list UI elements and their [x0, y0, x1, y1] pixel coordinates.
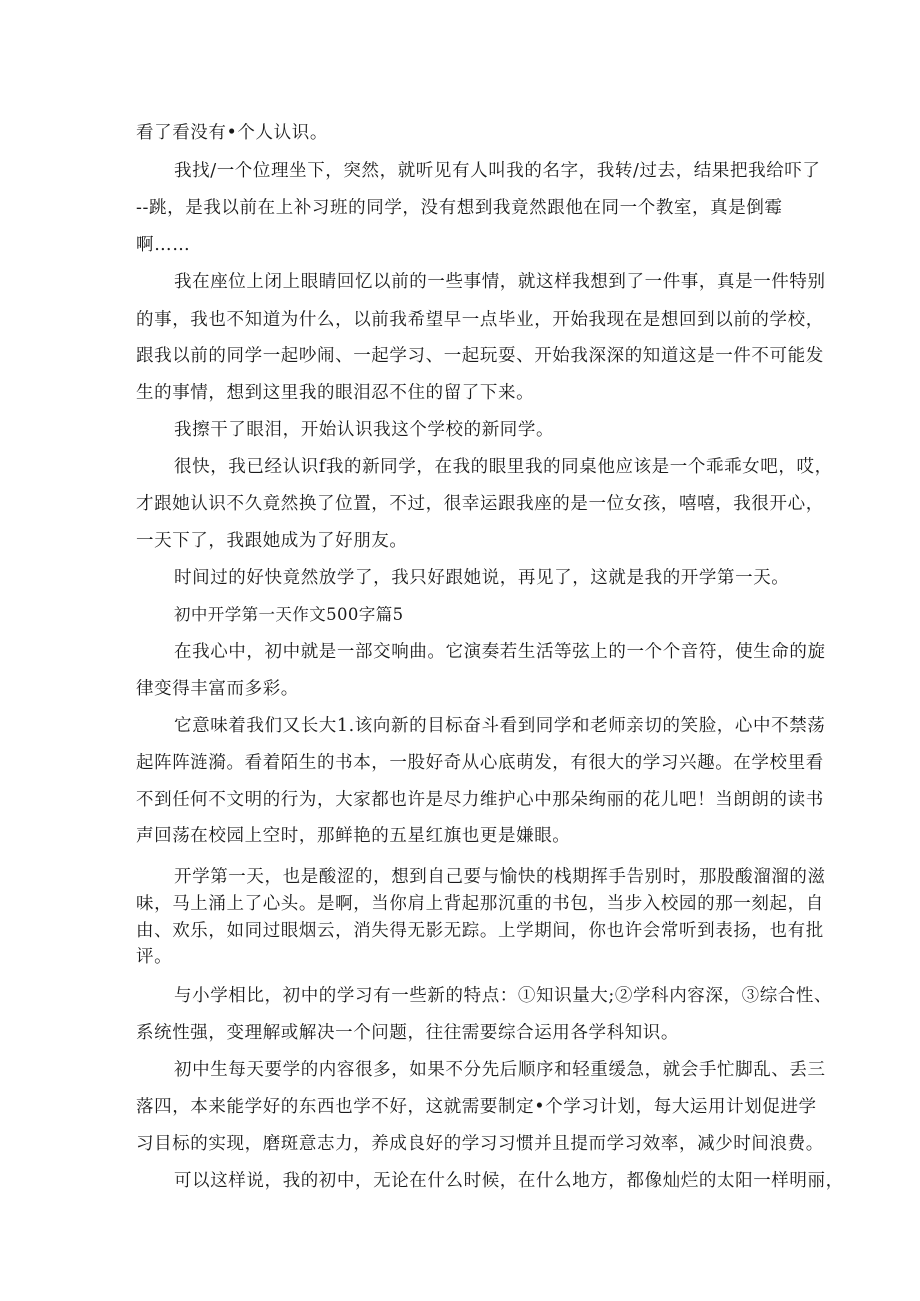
text-line: 评。: [136, 947, 173, 967]
text-line: 时间过的好快竟然放学了，我只好跟她说，再见了，这就是我的开学第一天。: [174, 568, 790, 588]
text-line: 啊……: [136, 235, 191, 255]
text-line: 我找/一个位理坐下，突然，就听见有人叫我的名字，我转/过去，结果把我给吓了: [174, 161, 821, 181]
text-line: 开学第一天，也是酸涩的，想到自己要与愉快的栈期挥手告别时，那股酸溜溜的滋: [174, 867, 826, 887]
text-line: --跳，是我以前在上补习班的同学，没有想到我竟然跟他在同一个教室，真是倒霉: [136, 198, 783, 218]
text-line: 系统性强，变理解或解决一个问题，往往需要综合运用各学科知识。: [136, 1023, 679, 1043]
text-line: 声回荡在校园上空时，那鲜艳的五星红旗也更是嫌眼。: [136, 826, 571, 846]
text-line: 落四，本来能学好的东西也学不好，这就需要制定•个学习计划，每大运用计划促进学: [136, 1097, 817, 1117]
text-line: 不到任何不文明的行为，大家都也许是尽力维护心中那朵绚丽的花儿吧！当朗朗的读书: [136, 790, 824, 810]
text-line: 与小学相比，初中的学习有一些新的特点：①知识量大;②学科内容深，③综合性、: [174, 986, 833, 1006]
text-line: 起阵阵涟漪。看着陌生的书本，一股好奇从心底萌发，有很大的学习兴趣。在学校里看: [136, 753, 824, 773]
text-line: 我擦干了眼泪，开始认识我这个学校的新同学。: [174, 420, 555, 440]
text-line: 由、欢乐，如同过眼烟云，消失得无影无踪。上学期间，你也许会常听到表扬，也有批: [136, 921, 824, 941]
text-line: 很快，我已经认识f我的新同学，在我的眼里我的同桌他应该是一个乖乖女吧，哎，: [174, 457, 833, 477]
text-line: 的事，我也不知道为什么，以前我希望早一点毕业，开始我现在是想回到以前的学校，: [136, 310, 824, 330]
text-line: 跟我以前的同学一起吵闹、一起学习、一起玩耍、开始我深深的知道这是一件不可能发: [136, 346, 824, 366]
text-line: 才跟她认识不久竟然换了位置，不过，很幸运跟我座的是一位女孩，嘻嘻，我很开心，: [136, 494, 824, 514]
text-line: 初中生每天要学的内容很多，如果不分先后顺序和轻重缓急，就会手忙脚乱、丢三: [174, 1060, 826, 1080]
text-line: 律变得丰富而多彩。: [136, 679, 299, 699]
text-line: 在我心中，初中就是一部交响曲。它演奏若生活等弦上的一个个音符，使生命的旋: [174, 642, 826, 662]
text-line: 习目标的实现，磨斑意志力，养成良好的学习习惯并且提而学习效率，减少时间浪费。: [136, 1134, 824, 1154]
text-line: 可以这样说，我的初中，无论在什么时候，在什么地方，都像灿烂的太阳一样明丽，: [174, 1171, 844, 1191]
text-line: 一天下了，我跟她成为了好朋友。: [136, 531, 408, 551]
section-heading: 初中开学第一天作文500字篇5: [174, 605, 404, 624]
text-line: 看了看没有•个人认识。: [136, 123, 328, 143]
text-line: 它意味着我们又长大1.该向新的目标奋斗看到同学和老师亲切的笑脸，心中不禁荡: [174, 716, 826, 736]
text-line: 味，马上涌上了心头。是啊，当你肩上背起那沉重的书包，当步入校园的那一刻起，自: [136, 894, 824, 914]
text-line: 我在座位上闭上眼睛回忆以前的一些事情，就这样我想到了一件事，真是一件特别: [174, 272, 826, 292]
text-line: 生的事情，想到这里我的眼泪忍不住的留了下来。: [136, 383, 535, 403]
